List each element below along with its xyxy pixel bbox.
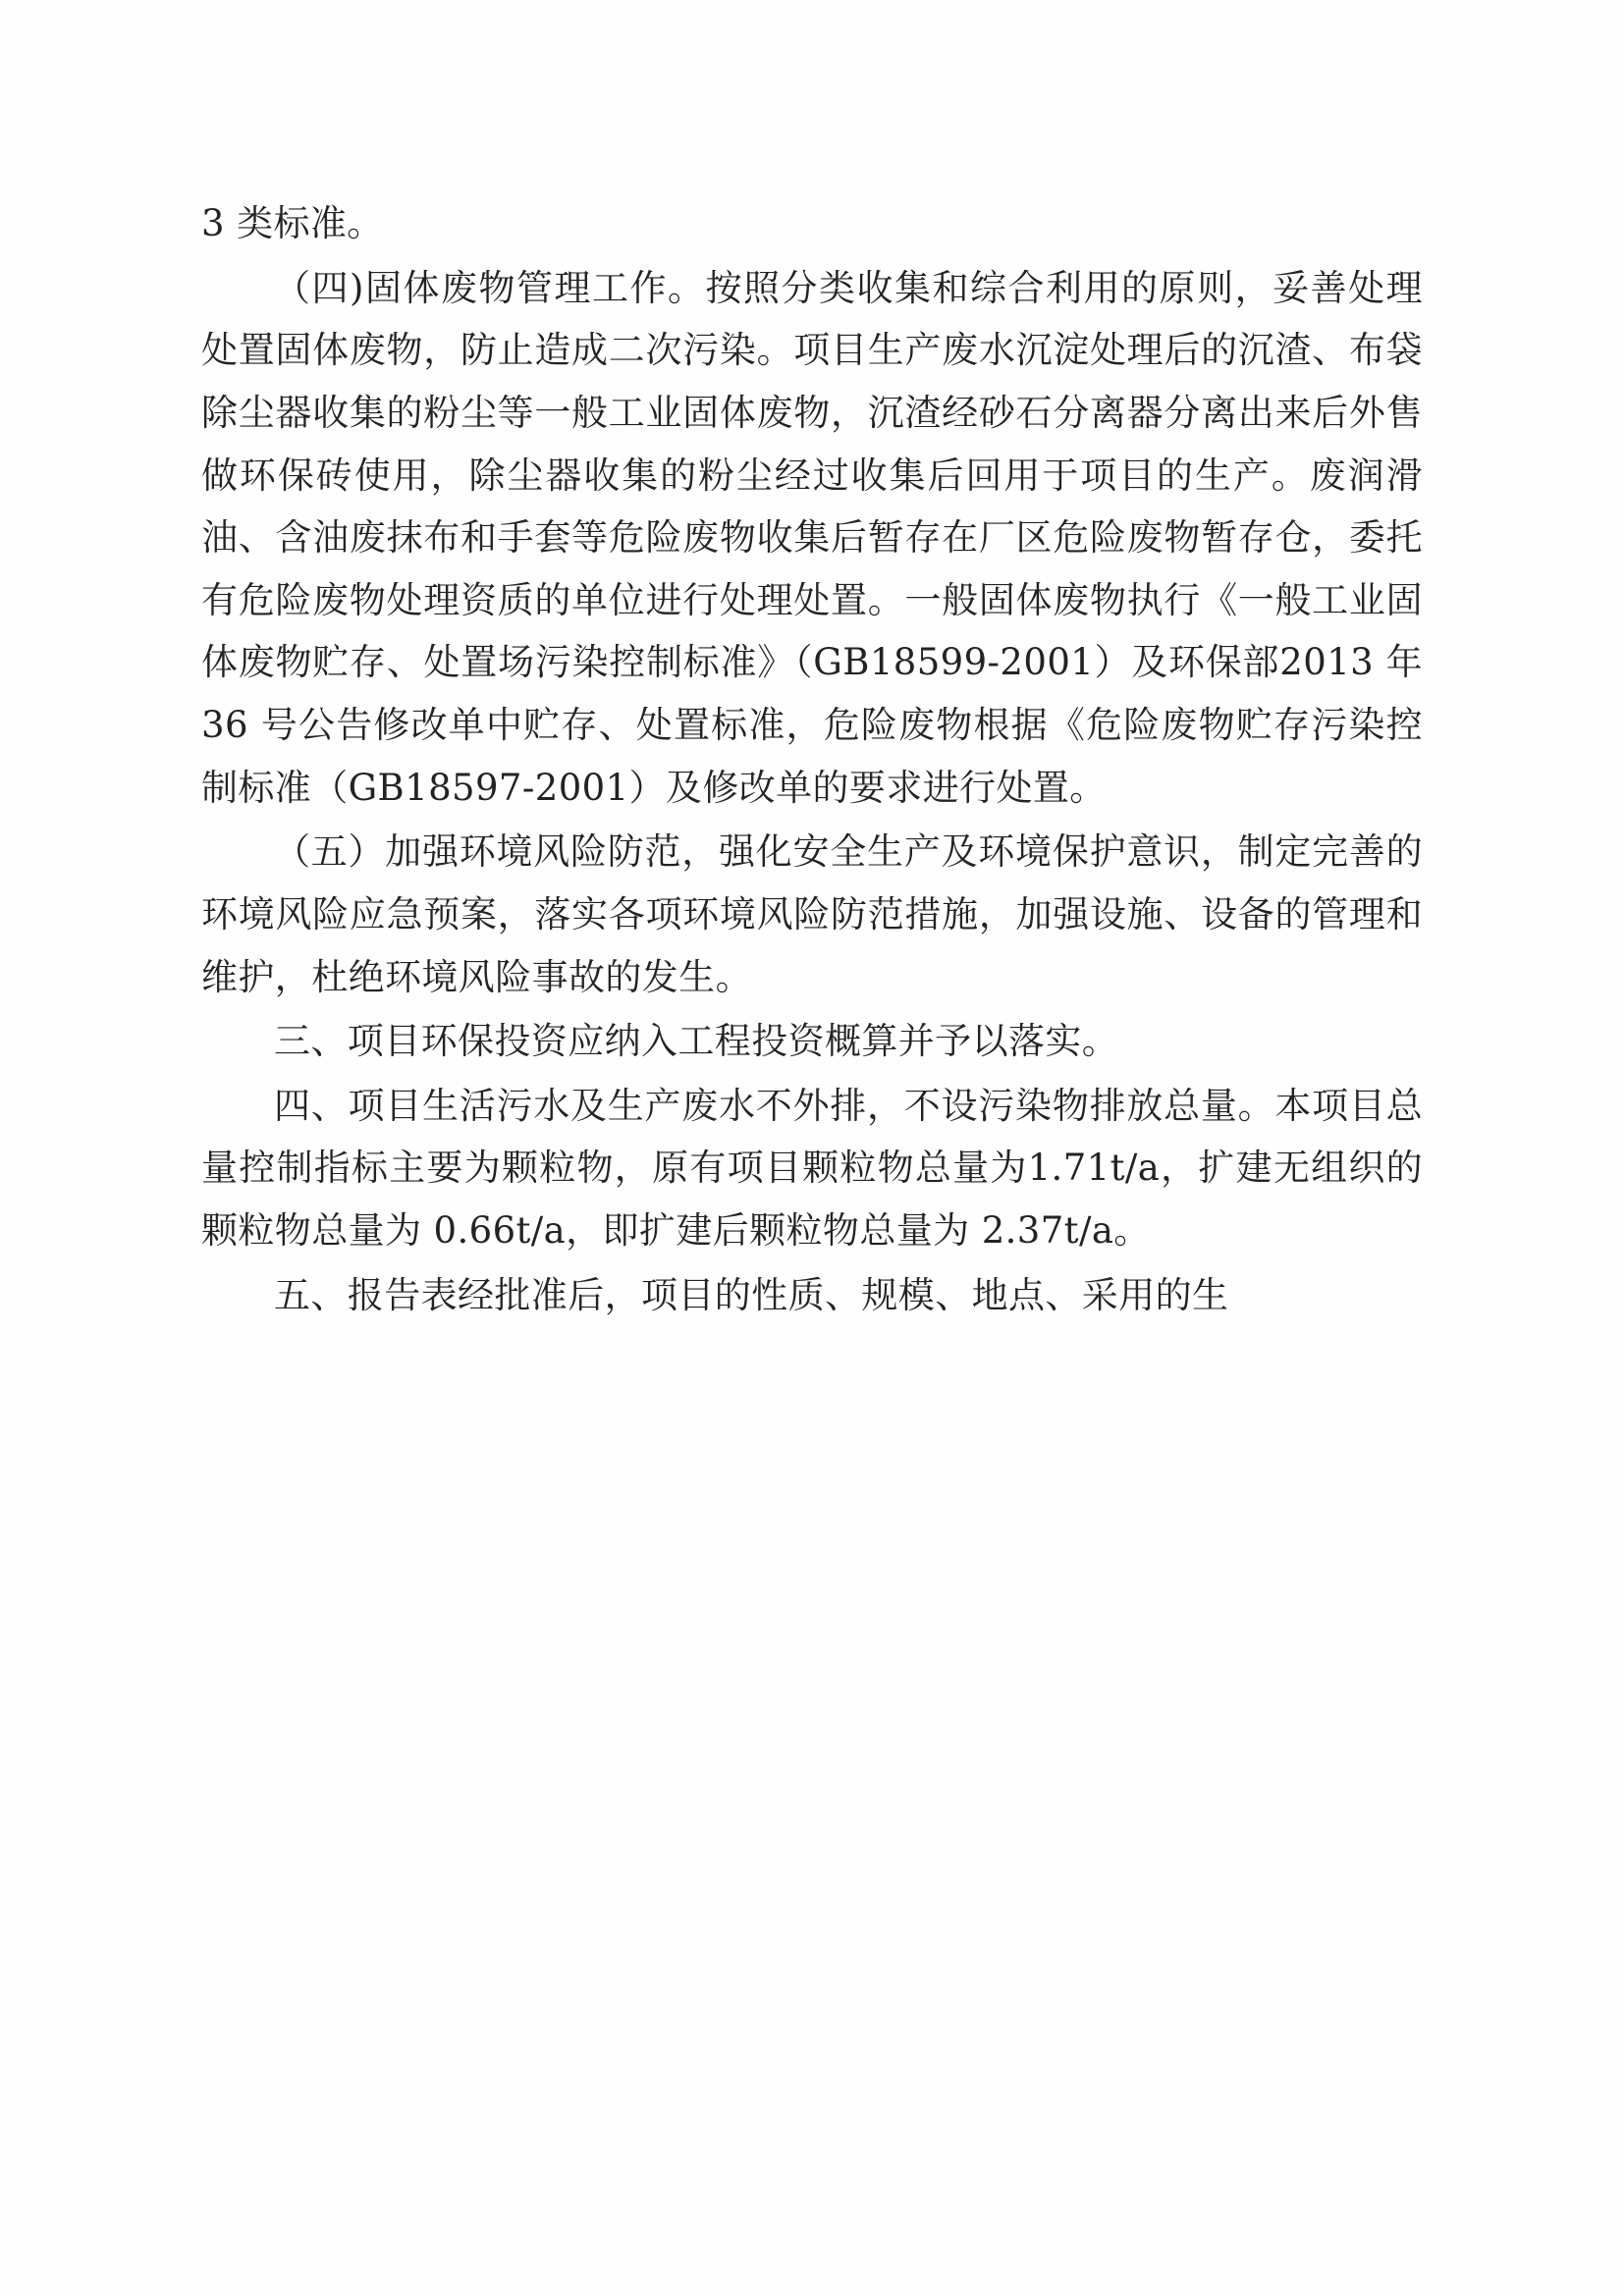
paragraph-continuation-class3: 3 类标准。: [201, 202, 384, 244]
paragraph-item-four-solid-waste: （四)固体废物管理工作。按照分类收集和综合利用的原则，妥善处理处置固体废物，防止造成二次污染。项目生产废水沉淀处理后的沉渣、布袋除尘器收集的粉尘等一般工业固体废物，沉渣经砂石分离器分离出来后外售做环保砖使用，除尘器收集的粉尘经过收集后回用于项目的生产。废润滑油、含油废抹布和手套等危险废物收集后暂存在厂区危险废物暂存仓，委托有危险废物处理资质的单位进行处理处置。一般固体废物执行《一般工业固体废物贮存、处置场污染控制标准》（GB18599-2001）及环保部2013 年 36 号公告修改单中贮存、处置标准，危险废物根据《危险废物贮存污染控制标准（GB18597-2001）及修改单的要求进行处置。: [201, 266, 1435, 809]
document-body: [201, 192, 1435, 1326]
paragraph-item-three-investment: 三、项目环保投资应纳入工程投资概算并予以落实。: [274, 1020, 1119, 1063]
paragraph-item-five-approval: 五、报告表经批准后，项目的性质、规模、地点、采用的生: [274, 1273, 1229, 1316]
paragraph-item-four-total-discharge: 四、项目生活污水及生产废水不外排，不设污染物排放总量。本项目总量控制指标主要为颗粒物，原有项目颗粒物总量为1.71t/a，扩建无组织的颗粒物总量为 0.66t/a，即扩建后颗粒物总量为 2.37t/a。: [201, 1084, 1423, 1252]
paragraph-item-five-risk-prevention: （五）加强环境风险防范，强化安全生产及环境保护意识，制定完善的环境风险应急预案，落实各项环境风险防范措施，加强设施、设备的管理和维护，杜绝环境风险事故的发生。: [201, 830, 1423, 998]
